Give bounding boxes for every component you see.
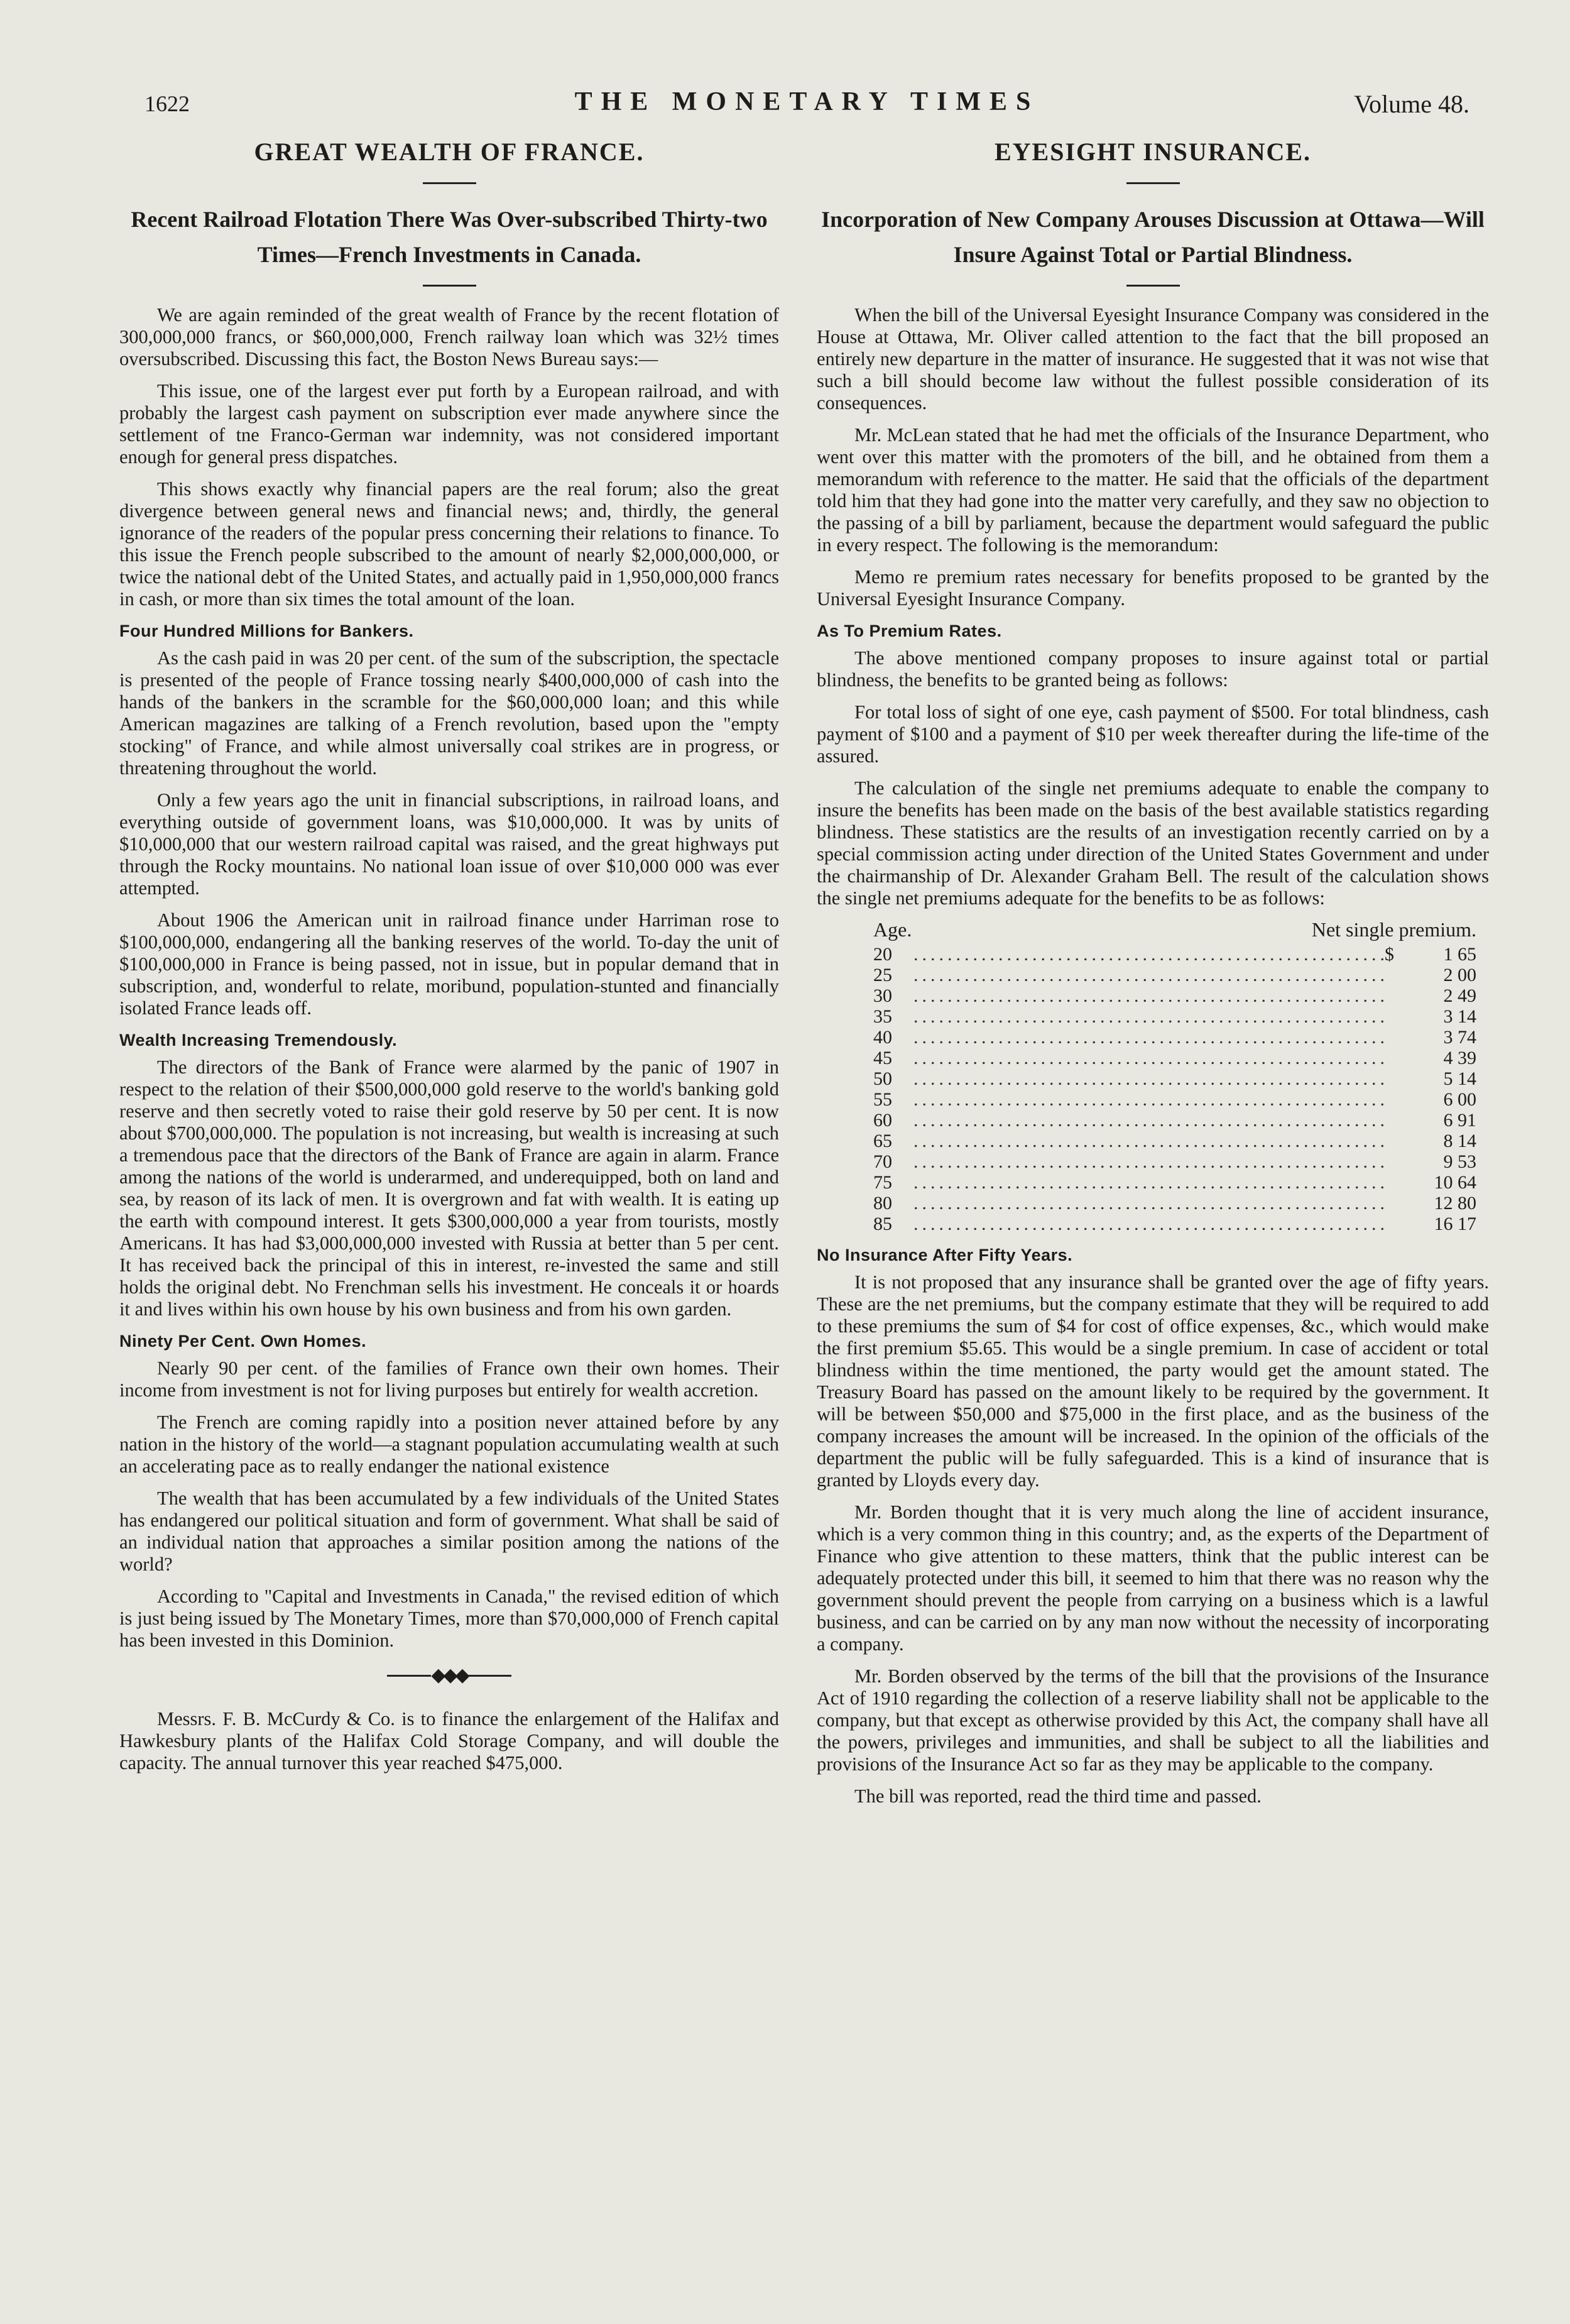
paragraph: It is not proposed that any insurance shall be granted over the age of fifty years. These are the net premiums, but the company estimate that they will be required to add to these premiums the sum of $4 for cost of office expenses, &c., which would make the first premium $5.65. This would be a single premium. In case of accident or total blindness within the time mentioned, the party would get the amount stated. The Treasury Board has passed on the amount likely to be required by the government. It will be between $50,000 and $75,000 in the first place, and as the business of the company increases the amount will be increased. In the opinion of the officials of the department the public will be fully safeguarded. This is a kind of insurance that is granted by Lloyds every day. [817, 1271, 1489, 1491]
premium-cell: 9 53 [1443, 1151, 1476, 1172]
premium-cell: 1 65 [1443, 944, 1476, 965]
premium-cell: 10 64 [1434, 1172, 1476, 1193]
premium-table-header [873, 919, 1476, 940]
age-cell: 85 [873, 1214, 892, 1234]
article-deck: Incorporation of New Company Arouses Discussion at Ottawa—Will Insure Against Total or Partial Blindness. [821, 207, 1485, 267]
table-row [873, 1068, 1476, 1089]
table-row [873, 1027, 1476, 1048]
premium-cell: 2 00 [1443, 965, 1476, 985]
age-cell: 35 [873, 1006, 892, 1027]
paragraph: As the cash paid in was 20 per cent. of the sum of the subscription, the spectacle is presented of the people of France tossing nearly $400,000,000 of cash into the hands of the bankers in the scramble for the $60,000,000 loan; and this while American magazines are talking of a French revolution, based upon the "empty stocking" of France, and while almost universally coal strikes are in progress, or threatening throughout the world. [119, 647, 779, 779]
age-cell: 75 [873, 1172, 892, 1193]
paragraph: When the bill of the Universal Eyesight Insurance Company was considered in the House at Ottawa, Mr. Oliver called attention to the fact that the bill proposed an entirely new departure in the matter of insurance. He suggested that it was not wise that such a bill should become law without the fullest possible consideration of its consequences. [817, 304, 1489, 414]
dot-leader [913, 1172, 1385, 1193]
premium-cell: 3 14 [1443, 1006, 1476, 1027]
table-row [873, 1151, 1476, 1172]
dot-leader [913, 1006, 1385, 1027]
premium-table [873, 919, 1476, 1234]
paragraph: Mr. Borden thought that it is very much along the line of accident insurance, which is a very common thing in this country; and, as the experts of the Department of Finance who give attention to these matters, think that the public interest can be adequately protected under this bill, it seemed to him that there was no reason why the government should prevent the people from carrying on a business which is a lawful business, and can be carried on by any man now without the necessity of incorporating a company. [817, 1501, 1489, 1655]
masthead: THE MONETARY TIMES [574, 87, 1040, 116]
paragraph: The French are coming rapidly into a position never attained before by any nation in the history of the world—a stagnant population accumulating wealth at such an accelerating pace as to really endanger the national existence [119, 1411, 779, 1477]
age-cell: 20 [873, 944, 892, 965]
dot-leader [913, 1110, 1385, 1131]
age-cell: 60 [873, 1110, 892, 1131]
premium-cell: 12 80 [1434, 1193, 1476, 1214]
table-row [873, 965, 1476, 985]
dot-leader [913, 1068, 1385, 1089]
paragraph: Mr. Borden observed by the terms of the bill that the provisions of the Insurance Act of 1910 regarding the collection of a reserve liability shall not be applicable to the company, but that except as otherwise provided by this Act, the company shall have all the powers, privileges and immunities, and shall be subject to all the liabilities and provisions of the Insurance Act so far as they may be applicable to the company. [817, 1665, 1489, 1775]
title-rule [1126, 182, 1180, 184]
paragraph: According to "Capital and Investments in Canada," the revised edition of which is just being issued by The Monetary Times, more than $70,000,000 of French capital has been invested in this Dominion. [119, 1586, 779, 1651]
currency-sign: $ [1385, 944, 1394, 965]
table-row [873, 1048, 1476, 1068]
dot-leader [913, 985, 1385, 1006]
age-cell: 70 [873, 1151, 892, 1172]
premium-column-header: Net single premium. [1311, 918, 1476, 941]
age-cell: 30 [873, 985, 892, 1006]
age-cell: 65 [873, 1131, 892, 1151]
running-head [144, 87, 1469, 124]
article-deck: Recent Railroad Flotation There Was Over-subscribed Thirty-two Times—French Investments in Canada. [131, 207, 768, 267]
dot-leader [913, 1151, 1385, 1172]
dot-leader [913, 965, 1385, 985]
subheading: As To Premium Rates. [817, 622, 1002, 640]
age-cell: 55 [873, 1089, 892, 1110]
subheading: Wealth Increasing Tremendously. [119, 1031, 398, 1050]
table-row [873, 1172, 1476, 1193]
table-row [873, 985, 1476, 1006]
table-row [873, 1006, 1476, 1027]
premium-cell: 3 74 [1443, 1027, 1476, 1048]
paragraph: The directors of the Bank of France were alarmed by the panic of 1907 in respect to the relation of their $500,000,000 gold reserve to the world's banking gold reserve and then secretly voted to raise their gold reserve by 50 per cent. It is now about $700,000,000. The population is not increasing, but wealth is increasing at such a tremendous pace that the directors of the Bank of France are again in alarm. France among the nations of the world is underarmed, and underequipped, both on land and sea, by reason of its lack of men. It is overgrown and fat with wealth. It is eating up the earth with compound interest. It gets $300,000,000 a year from tourists, mostly Americans. It has had $3,000,000,000 invested with Russia at better than 5 per cent. It has received back the principal of this in interest, re-invested the same and still holds the original debt. No Frenchman sells his investment. He conceals it or hoards it and lives within his own house by his own business and from his own garden. [119, 1056, 779, 1320]
age-column-header: Age. [873, 918, 912, 941]
paragraph: The bill was reported, read the third time and passed. [854, 1785, 1262, 1807]
article-title: GREAT WEALTH OF FRANCE. [254, 138, 645, 166]
subheading: No Insurance After Fifty Years. [817, 1246, 1073, 1264]
dot-leader [913, 1048, 1385, 1068]
paragraph: Only a few years ago the unit in financial subscriptions, in railroad loans, and everything outside of government loans, was $10,000,000. It was by units of $10,000,000 that our western railroad capital was raised, and the great highways put through the Rocky mountains. No national loan issue of over $10,000 000 was ever attempted. [119, 789, 779, 899]
dot-leader [913, 944, 1385, 965]
paragraph: For total loss of sight of one eye, cash payment of $500. For total blindness, cash payment of $100 and a payment of $10 per week thereafter during the life-time of the assured. [817, 701, 1489, 767]
premium-rows [873, 944, 1476, 1234]
table-row [873, 1110, 1476, 1131]
table-row [873, 1214, 1476, 1234]
deck-rule [1126, 285, 1180, 287]
paragraph: The above mentioned company proposes to insure against total or partial blindness, the benefits to be granted being as follows: [817, 647, 1489, 691]
paragraph: Nearly 90 per cent. of the families of France own their own homes. Their income from investment is not for living purposes but entirely for wealth accretion. [119, 1357, 779, 1401]
premium-cell: 16 17 [1434, 1214, 1476, 1234]
paragraph: This issue, one of the largest ever put forth by a European railroad, and with probably the largest cash payment on subscription ever made anywhere since the settlement of tne Franco-German war indemnity, was not considered important enough for general press dispatches. [119, 380, 779, 468]
title-rule [423, 182, 476, 184]
dot-leader [913, 1027, 1385, 1048]
dot-leader [913, 1193, 1385, 1214]
table-row [873, 1193, 1476, 1214]
premium-cell: 5 14 [1443, 1068, 1476, 1089]
dot-leader [913, 1131, 1385, 1151]
paragraph: We are again reminded of the great wealth of France by the recent flotation of 300,000,000 francs, or $60,000,000, French railway loan which was 32½ times oversubscribed. Discussing this fact, the Boston News Bureau says:— [119, 304, 779, 370]
premium-cell: 6 91 [1443, 1110, 1476, 1131]
dot-leader [913, 1214, 1385, 1234]
paragraph: Mr. McLean stated that he had met the officials of the Insurance Department, who went over this matter with the promoters of the bill, and he obtained from them a memorandum with reference to the matter. He said that the officials of the department told him that they had gone into the matter very carefully, and they saw no objection to the passing of a bill by parliament, because the department would safeguard the public in every respect. The following is the memorandum: [817, 424, 1489, 556]
premium-cell: 6 00 [1443, 1089, 1476, 1110]
paragraph: This shows exactly why financial papers are the real forum; also the great divergence between general news and financial news; and, thirdly, the general ignorance of the readers of the popular press concerning their relations to finance. To this issue the French people subscribed to the amount of nearly $2,000,000,000, or twice the national debt of the United States, and actually paid in 1,950,000,000 francs in cash, or more than six times the total amount of the loan. [119, 478, 779, 610]
article-title: EYESIGHT INSURANCE. [994, 138, 1312, 166]
paragraph: Messrs. F. B. McCurdy & Co. is to finance the enlargement of the Halifax and Hawkesbury plants of the Halifax Cold Storage Company, and will double the capacity. The annual turnover this year reached $475,000. [119, 1708, 779, 1773]
table-row [873, 1089, 1476, 1110]
ornament-divider: ◆◆◆ [119, 1668, 779, 1680]
deck-rule [423, 285, 476, 287]
table-row [873, 1131, 1476, 1151]
paragraph: About 1906 the American unit in railroad finance under Harriman rose to $100,000,000, endangering all the banking reserves of the world. To-day the unit of $100,000,000 in France is being passed, not in issue, but in popular demand that in subscription, and, wonderful to relate, moribund, population-stunted and financially isolated France leads off. [119, 909, 779, 1019]
page-number: 1622 [144, 91, 190, 116]
age-cell: 45 [873, 1048, 892, 1068]
paragraph: The calculation of the single net premiums adequate to enable the company to insure the benefits has been made on the basis of the best available statistics regarding blindness. These statistics are the results of an investigation recently carried on by a special commission acting under direction of the United States Government and under the chairmanship of Dr. Alexander Graham Bell. The result of the calculation shows the single net premiums adequate for the benefits to be as follows: [817, 777, 1489, 909]
subheading: Ninety Per Cent. Own Homes. [119, 1332, 367, 1351]
volume-label: Volume 48. [1354, 90, 1469, 118]
dot-leader [913, 1089, 1385, 1110]
subheading: Four Hundred Millions for Bankers. [119, 622, 414, 640]
premium-cell: 8 14 [1443, 1131, 1476, 1151]
age-cell: 40 [873, 1027, 892, 1048]
age-cell: 80 [873, 1193, 892, 1214]
age-cell: 50 [873, 1068, 892, 1089]
right-column [817, 138, 1489, 1817]
table-row [873, 944, 1476, 965]
age-cell: 25 [873, 965, 892, 985]
paragraph: The wealth that has been accumulated by a few individuals of the United States has endangered our political situation and form of government. What shall be said of an individual nation that approaches a similar position among the nations of the world? [119, 1488, 779, 1575]
paragraph: Memo re premium rates necessary for benefits proposed to be granted by the Universal Eyesight Insurance Company. [817, 566, 1489, 610]
premium-cell: 2 49 [1443, 985, 1476, 1006]
premium-cell: 4 39 [1443, 1048, 1476, 1068]
left-column [119, 138, 779, 1784]
